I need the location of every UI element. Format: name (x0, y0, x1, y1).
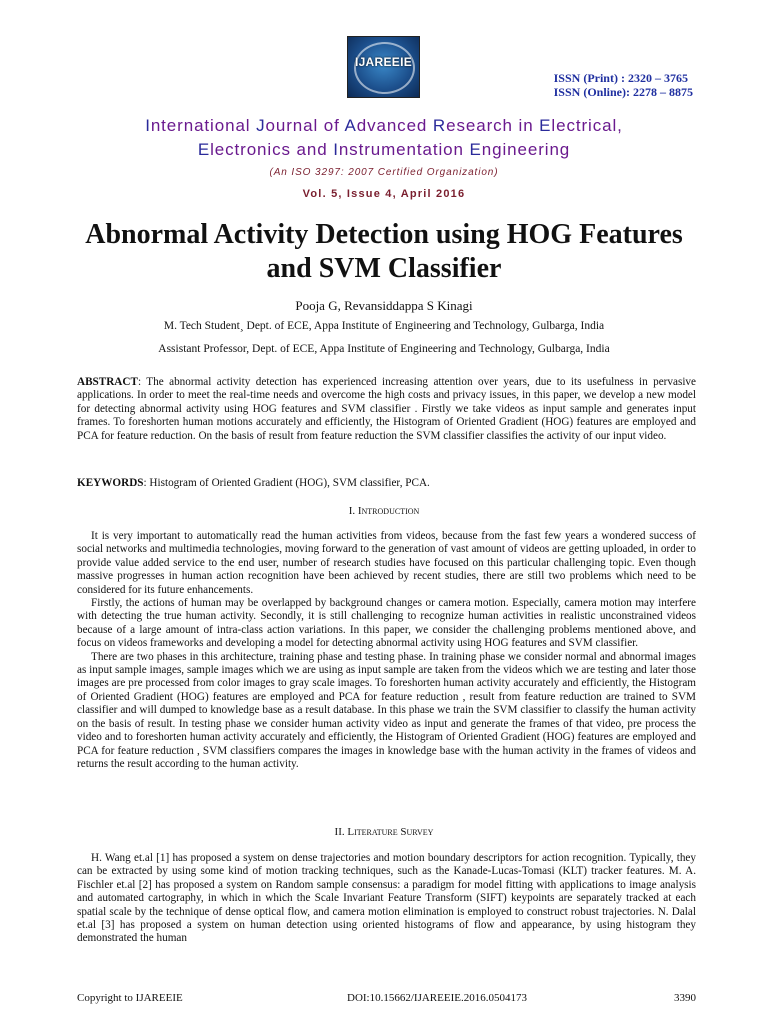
journal-initial: I (333, 140, 339, 159)
journal-name-line1 (0, 114, 768, 138)
keywords-label: KEYWORDS (77, 477, 144, 489)
affiliation-1: M. Tech Student¸ Dept. of ECE, Appa Institute of Engineering and Technology, Gulbarga, India (163, 320, 605, 332)
journal-initial: R (432, 116, 447, 135)
section-heading-literature-survey (0, 826, 768, 838)
affiliation-2: Assistant Professor, Dept. of ECE, Appa Institute of Engineering and Technology, Gulbarga, India (158, 343, 610, 355)
journal-word-rest: ngineering (481, 140, 571, 159)
journal-word-rest: lectronics and (210, 140, 334, 159)
abstract (77, 376, 696, 443)
journal-name-line2 (0, 138, 768, 162)
logo-text: IJAREEIE (354, 55, 413, 69)
journal-word-rest: esearch in (446, 116, 540, 135)
authors: Pooja G, Revansiddappa S Kinagi (295, 298, 473, 313)
journal-logo (347, 36, 420, 98)
section-title: Literature Survey (347, 826, 434, 838)
paragraph: It is very important to automatically read the human activities from videos, because from the fast few years a wondered success of social networks and multimedia technologies, moving forward to the generation of vast amount of videos are getting uploaded, in order to provide value added service to the end user, number of research studies have focused on this particular challenging topic. Even though massive progresses in human action recognition have been achieved by recent studies, there are still two problems which need to be considered for its future enhancements. (77, 530, 696, 596)
paragraph: Firstly, the actions of human may be overlapped by background changes or camera motion. Especially, camera motion may interfere with detecting the true human activity. Secondly, it is still challenging to recognize human activities in realistic unconstrained videos because of a large amount of intra-class action variations. In this paper, we consider the challenging problems mentioned above, and focus on videos frameworks and developing a model for detecting abnormal activity using HOG features and SVM classifier. (77, 597, 696, 650)
paragraph: There are two phases in this architecture, training phase and testing phase. In training phase we consider normal and abnormal images as input sample images, sample images which we are using as input sample are taken from the videos which we are testing and later those images are pre processed from color images to gray scale images. To foreshorten human activity accurately and efficiently, the Histogram of Oriented Gradient (HOG) features are employed and PCA for feature reduction , result from feature reduction are trained to SVM classifier and will dumped to knowledge base as a result database. In this phase we train the SVM classifier to classify the human activity on the basis of result. In testing phase we consider human activity video as input and generate the frames of that video, pre process the video and to foreshorten human activity accurately and efficiently, the Histogram of Oriented Gradient (HOG) features are employed and PCA for feature reduction , SVM classifiers compares the images in knowledge base with the human activity in the frames of videos and returns the result according to the human activity. (77, 650, 696, 770)
keywords (77, 477, 696, 490)
journal-initial: J (256, 116, 266, 135)
keywords-text: : Histogram of Oriented Gradient (HOG), SVM classifier, PCA. (143, 477, 430, 489)
journal-word-rest: nstrumentation (338, 140, 470, 159)
copyright: Copyright to IJAREEIE (77, 992, 183, 1004)
journal-word-rest: lectrical, (551, 116, 623, 135)
journal-word-rest: ournal of (265, 116, 345, 135)
volume-issue: Vol. 5, Issue 4, April 2016 (302, 188, 466, 200)
journal-initial: E (469, 140, 482, 159)
certification-note: (An ISO 3297: 2007 Certified Organization) (269, 167, 499, 178)
section-number: II. (334, 826, 348, 838)
section-number: I. (348, 505, 358, 517)
abstract-text: : The abnormal activity detection has experienced increasing attention over years, due to its usefulness in pervasive applications. In order to meet the real-time needs and overcome the high costs and privacy issues, in this paper, we develop a new model for detecting abnormal activity using HOG features and SVM classifier . Firstly we take videos as input sample and generates input frames. To foreshorten human motions accurately and efficiently, the Histogram of Oriented Gradient (HOG) features are employed and PCA for feature reduction. On the basis of result from feature reduction the SVM classifier classifies the activity of our input video. (77, 376, 696, 442)
journal-initial: E (197, 140, 211, 159)
introduction-body (77, 530, 696, 771)
journal-initial: A (344, 116, 357, 135)
issn-block (554, 71, 693, 99)
journal-initial: E (539, 116, 552, 135)
journal-name (0, 114, 768, 162)
doi: DOI:10.15662/IJAREEIE.2016.0504173 (347, 992, 527, 1004)
journal-initial: I (145, 116, 151, 135)
section-heading-introduction (0, 505, 768, 517)
journal-word-rest: dvanced (356, 116, 433, 135)
journal-word-rest: nternational (150, 116, 257, 135)
page-number: 3390 (674, 992, 696, 1004)
issn-online: ISSN (Online): 2278 – 8875 (553, 85, 693, 99)
paper-title: Abnormal Activity Detection using HOG Features and SVM Classifier (85, 219, 683, 284)
paragraph: H. Wang et.al [1] has proposed a system on dense trajectories and motion boundary descriptors for action recognition. Typically, they can be extracted by using some kind of motion tracking techniques, such as the Kanade-Lucas-Tomasi (KLT) tracker features. M. A. Fischler et.al [2] has proposed a system on Random sample consensus: a paradigm for model fitting with applications to image analysis and automated cartography, in which in which the Scale Invariant Feature Transform (SIFT) keypoints are separately tracked at each spatial scale by the technique of dense optical flow, and camera motion elimination is employed to construct robust trajectories. N. Dalal et.al [3] has proposed a system on human detection using oriented histograms of flow and appearance, by using histogram they demonstrated the human (77, 852, 696, 945)
issn-print: ISSN (Print) : 2320 – 3765 (553, 71, 688, 85)
abstract-label: ABSTRACT (77, 376, 138, 388)
section-title: Introduction (357, 505, 420, 517)
literature-survey-body (77, 852, 696, 946)
